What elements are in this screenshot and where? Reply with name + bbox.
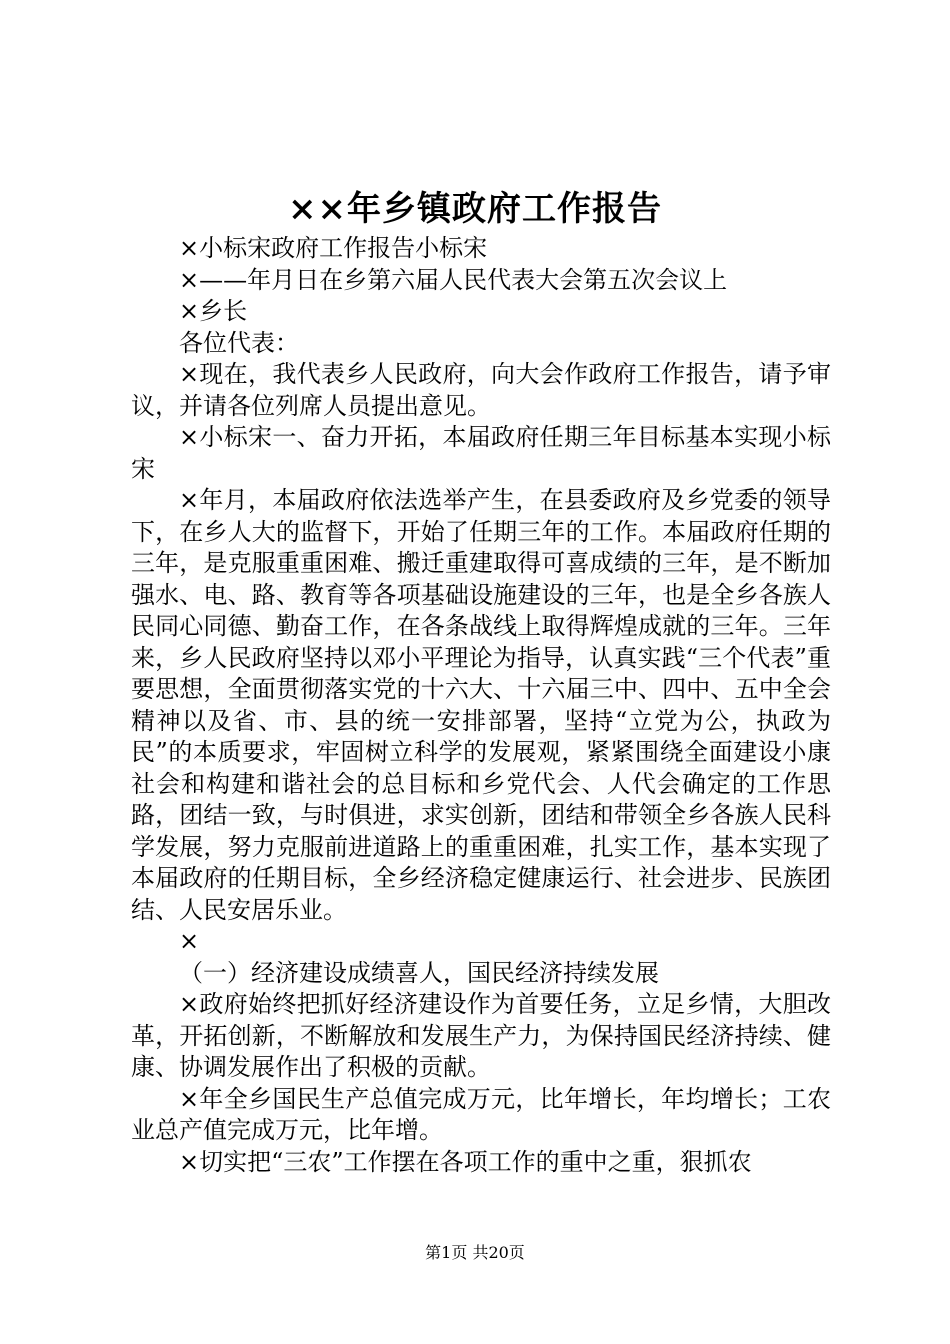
paragraph: ×年全乡国民生产总值完成万元，比年增长，年均增长；工农业总产值完成万元，比年增。 bbox=[131, 1084, 831, 1144]
paragraph: ×现在，我代表乡人民政府，向大会作政府工作报告，请予审议，并请各位列席人员提出意见。 bbox=[131, 360, 831, 420]
document-body bbox=[131, 233, 831, 1178]
subsection-heading: （一）经济建设成绩喜人，国民经济持续发展 bbox=[179, 958, 659, 987]
paragraph: ×切实把“三农”工作摆在各项工作的重中之重，狠抓农 bbox=[179, 1147, 752, 1176]
meeting-line: ×——年月日在乡第六届人民代表大会第五次会议上 bbox=[179, 265, 728, 294]
salutation: 各位代表： bbox=[179, 328, 299, 357]
paragraph: ×年月，本届政府依法选举产生，在县委政府及乡党委的领导下，在乡人大的监督下，开始了任期三年的工作。本届政府任期的三年，是克服重重困难、搬迁重建取得可喜成绩的三年，是不断加强水、电、路、教育等各项基础设施建设的三年，也是全乡各族人民同心同德、勤奋工作，在各条战线上取得辉煌成就的三年。三年来，乡人民政府坚持以邓小平理论为指导，认真实践“三个代表”重要思想，全面贯彻落实党的十六大、十六届三中、四中、五中全会精神以及省、市、县的统一安排部署，坚持“立党为公，执政为民”的本质要求，牢固树立科学的发展观，紧紧围绕全面建设小康社会和构建和谐社会的总目标和乡党代会、人代会确定的工作思路，团结一致，与时俱进，求实创新，团结和带领全乡各族人民科学发展，努力克服前进道路上的重重困难，扎实工作，基本实现了本届政府的任期目标，全乡经济稳定健康运行、社会进步、民族团结、人民安居乐业。 bbox=[131, 486, 831, 924]
speaker-line: ×乡长 bbox=[179, 297, 248, 325]
paragraph: ×政府始终把抓好经济建设作为首要任务，立足乡情，大胆改革，开拓创新，不断解放和发展生产力，为保持国民经济持续、健康、协调发展作出了积极的贡献。 bbox=[131, 990, 831, 1081]
page-footer: 第1页 共20页 bbox=[425, 1243, 525, 1262]
section-heading: ×小标宋一、奋力开拓，本届政府任期三年目标基本实现小标宋 bbox=[131, 423, 831, 483]
document-title: ××年乡镇政府工作报告 bbox=[288, 189, 662, 229]
paragraph: × bbox=[179, 927, 200, 955]
subtitle-line: ×小标宋政府工作报告小标宋 bbox=[179, 234, 488, 262]
